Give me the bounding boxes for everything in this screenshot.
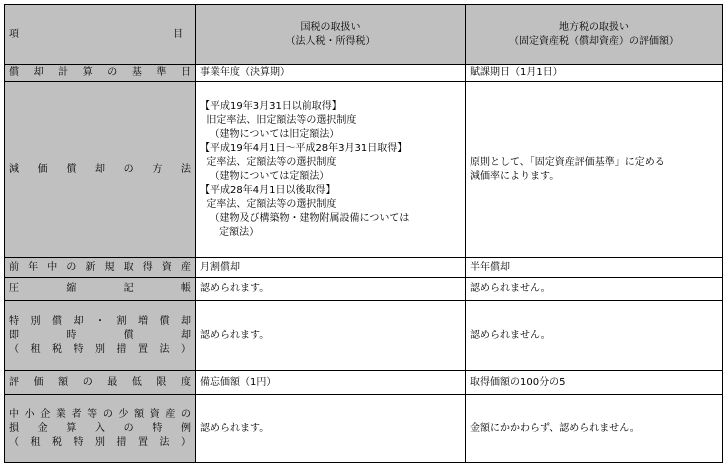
local-header-sub: （固定資産税（償却資産）の評価額） [509,35,679,47]
local-line: 減価率によります。 [470,170,560,182]
national-cell [196,82,466,258]
table-row [5,82,723,258]
item-header-right: 目 [173,28,183,40]
table-row [5,258,723,278]
row-label-line: 減価償却の方法 [9,163,191,175]
national-header-sub: （法人税・所得税） [285,35,376,47]
local-cell: 認められません。 [466,301,723,371]
row-label-line: （租税特別措置法） [9,436,191,448]
national-cell: 備忘価額（1円） [196,371,466,395]
table-row [5,371,723,395]
row-label-line: 前年中の新規取得資産 [9,261,191,273]
national-line: 【平成19年3月31日以前取得】 [200,100,342,112]
local-cell: 取得価額の100分の5 [466,371,723,395]
national-cell: 認められます。 [196,395,466,463]
national-cell: 月割償却 [196,258,466,278]
table-row [5,65,723,82]
row-label [5,258,196,278]
national-line: 旧定率法、旧定額法等の選択制度 [200,114,357,126]
local-cell: 認められません。 [466,278,723,301]
local-line: 原則として、「固定資産評価基準」に定める [470,156,665,168]
row-label-line: 評価額の最低限度 [9,376,191,388]
table-row [5,278,723,301]
national-line: （建物及び構築物・建物附属設備については [200,212,410,224]
national-line: 【平成28年4月1日以後取得】 [200,184,336,196]
local-cell: 半年償却 [466,258,723,278]
row-label [5,65,196,82]
row-label-line: 償却計算の基準日 [9,67,191,78]
national-cell: 事業年度（決算期） [196,65,466,82]
row-label-line: 損金算入の特例 [9,422,191,434]
row-label-line: 特別償却・割増償却 [9,315,191,327]
row-label [5,371,196,395]
national-cell: 認められます。 [196,301,466,371]
comparison-table [4,4,723,463]
local-cell [466,82,723,258]
table-row [5,301,723,371]
table-row [5,395,723,463]
national-header-cell [196,5,466,65]
row-label [5,82,196,258]
national-line: 定額法） [200,226,260,238]
local-cell: 賦課期日（1月1日） [466,65,723,82]
item-header-left: 項 [9,28,19,40]
item-header-cell [5,5,196,65]
national-line: 【平成19年4月1日～平成28年3月31日取得】 [200,142,408,154]
national-line: 定率法、定額法等の選択制度 [200,156,337,168]
row-label [5,301,196,371]
row-label-line: 即時償却 [9,329,191,341]
local-cell: 金額にかかわらず、認められません。 [466,395,723,463]
row-label-line: 圧縮記帳 [9,283,191,294]
national-header-title: 国税の取扱い [300,21,361,33]
national-line: （建物については定額法） [200,170,330,182]
header-row [5,5,723,65]
national-line: （建物については旧定額法） [200,128,340,140]
national-cell: 認められます。 [196,278,466,301]
row-label-line: （租税特別措置法） [9,343,191,355]
local-header-title: 地方税の取扱い [559,21,629,33]
national-line: 定率法、定額法等の選択制度 [200,198,337,210]
local-header-cell [466,5,723,65]
row-label-line: 中小企業者等の少額資産の [9,408,191,420]
row-label [5,278,196,301]
row-label [5,395,196,463]
